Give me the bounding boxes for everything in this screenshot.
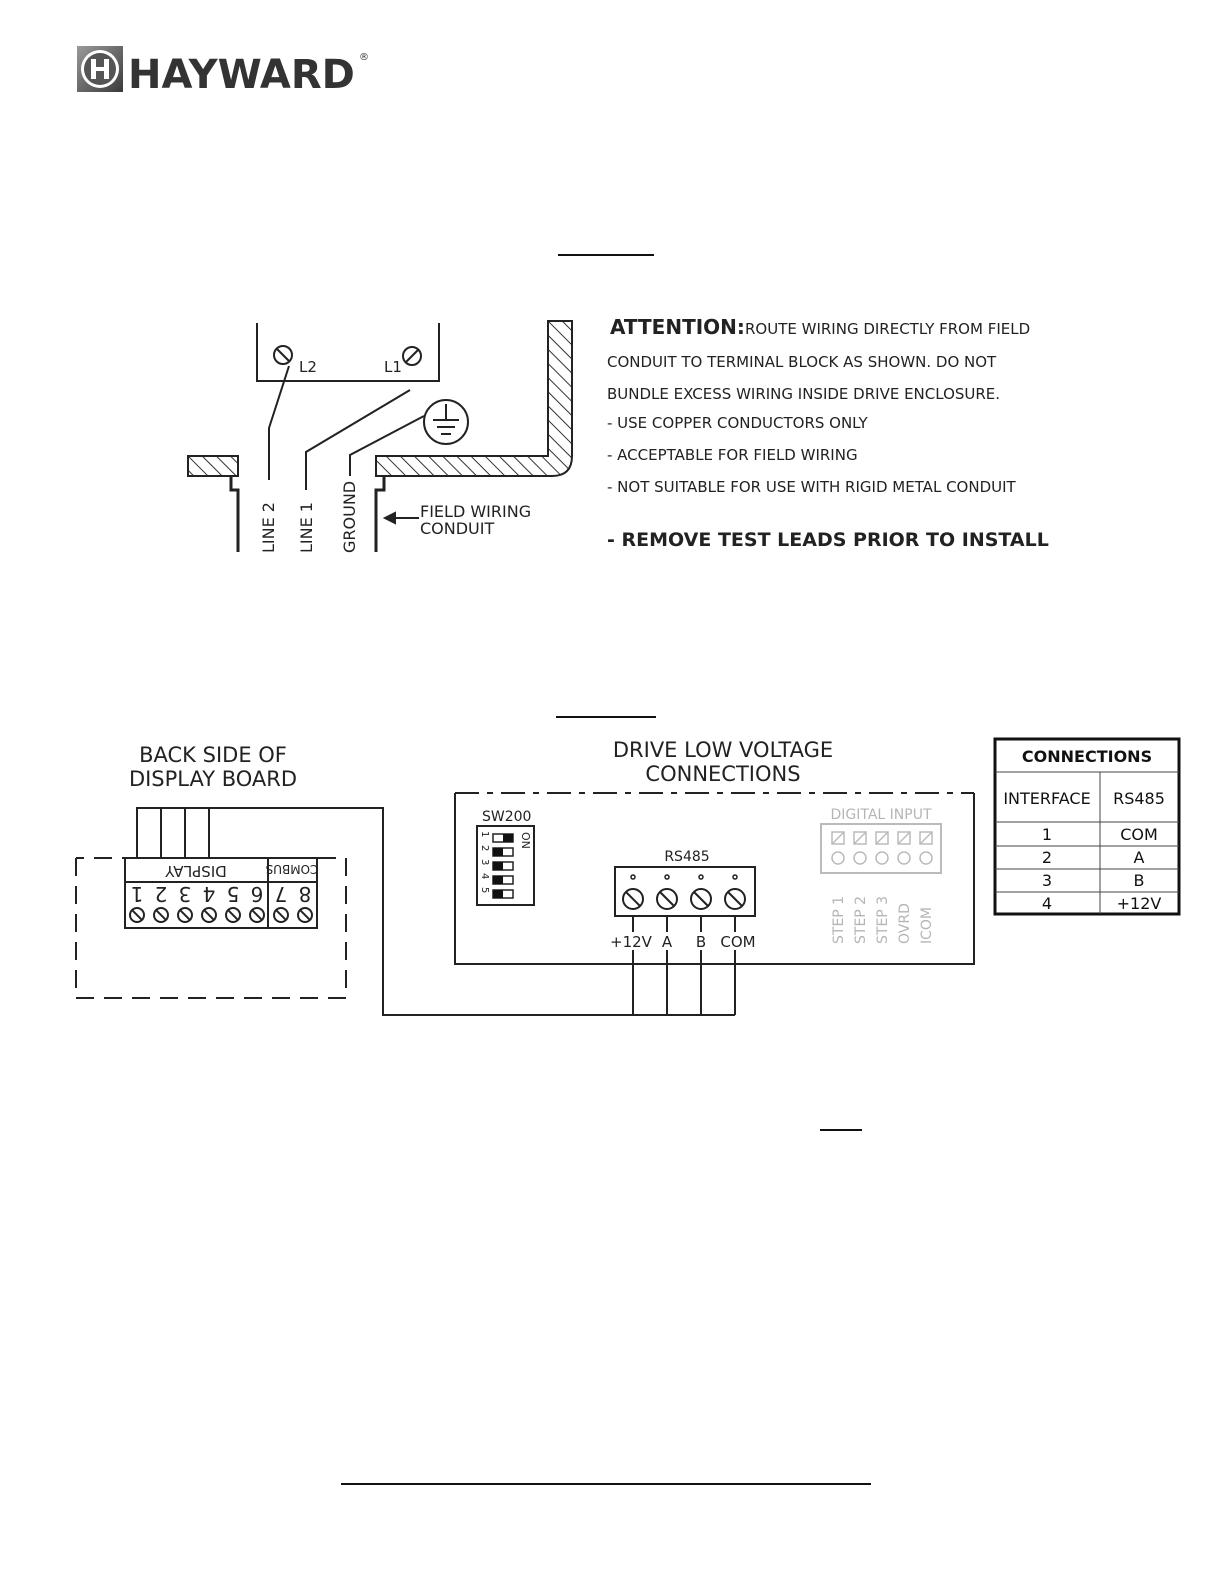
- enclosure-wall-left: [188, 456, 238, 476]
- table-cell-interface: 3: [1041, 871, 1053, 890]
- table-cell-interface: 1: [1041, 825, 1053, 844]
- drive-title-line2: CONNECTIONS: [645, 762, 801, 786]
- rs485-terminal-screw-icon: [623, 889, 643, 909]
- logo-registered-mark: ®: [359, 52, 369, 63]
- l2-label: L2: [299, 358, 317, 376]
- display-pin-number: 2: [154, 882, 168, 906]
- conduit-label-line1: FIELD WIRING: [420, 502, 532, 521]
- rs485-terminal-label: +12V: [610, 933, 652, 951]
- connections-table: [995, 739, 1179, 914]
- sw200-switch-number: 1: [479, 831, 490, 838]
- rs485-terminal-screw-icon: [657, 889, 677, 909]
- sw200-switch-toggle: [503, 834, 513, 842]
- table-cell-rs485: B: [1133, 871, 1145, 890]
- sw200-switch-number: 2: [479, 845, 490, 852]
- digital-input-terminal-icon: [920, 832, 932, 864]
- sw200-switch-toggle: [493, 862, 503, 870]
- rs485-terminal-label: A: [661, 933, 673, 951]
- hayward-logo: [77, 46, 369, 98]
- sw200-switch-toggle: [493, 848, 503, 856]
- enclosure-wall-right: [376, 321, 572, 476]
- attention-warning-test-leads: - REMOVE TEST LEADS PRIOR TO INSTALL: [607, 529, 1049, 551]
- digital-input-terminal-icon: [854, 832, 866, 864]
- terminal-block: [257, 323, 439, 381]
- digital-input-label-3: STEP 3: [875, 895, 891, 944]
- rs485-terminal-dot: [665, 875, 669, 879]
- display-pin-number: 7: [274, 882, 288, 906]
- ground-label: GROUND: [340, 480, 359, 553]
- digital-input-label-2: STEP 2: [853, 895, 869, 944]
- drive-title-line1: DRIVE LOW VOLTAGE: [612, 738, 834, 762]
- line2-label: LINE 2: [259, 502, 278, 553]
- rs485-terminal-label: B: [695, 933, 707, 951]
- display-board-title-line2: DISPLAY BOARD: [128, 767, 298, 791]
- sw200-switch-number: 3: [479, 859, 490, 866]
- digital-input-label-4: OVRD: [897, 903, 913, 944]
- conduit-left-edge: [231, 476, 238, 552]
- digital-input-terminal-icon: [876, 832, 888, 864]
- display-pin-number: 4: [202, 882, 216, 906]
- rs485-terminal-screw-icon: [691, 889, 711, 909]
- attention-bullet-rigid-conduit: - NOT SUITABLE FOR USE WITH RIGID METAL CONDUIT: [607, 478, 1016, 496]
- table-cell-rs485: A: [1133, 848, 1145, 867]
- digital-input-labels: [831, 896, 935, 944]
- table-cell-rs485: COM: [1120, 825, 1158, 844]
- digital-input-terminal-icon: [832, 832, 844, 864]
- digital-input-terminal-icon: [898, 832, 910, 864]
- conduit-label-line2: CONDUIT: [420, 519, 495, 538]
- table-header-rs485: RS485: [1113, 789, 1165, 808]
- table-cell-interface: 4: [1041, 894, 1053, 913]
- line2-wire: [269, 366, 289, 480]
- l2-terminal-screw-icon: [274, 346, 292, 364]
- attention-bullet-field-wiring: - ACCEPTABLE FOR FIELD WIRING: [607, 446, 858, 464]
- attention-heading: ATTENTION:: [610, 315, 745, 339]
- digital-input-label: DIGITAL INPUT: [830, 807, 932, 823]
- sw200-switch-toggle: [493, 876, 503, 884]
- combus-label: COMBUS: [265, 862, 319, 876]
- connections-table-title: CONNECTIONS: [1021, 747, 1153, 766]
- rs485-screw-row: [623, 875, 745, 909]
- rs485-terminal-dot: [631, 875, 635, 879]
- conduit-right-edge: [376, 476, 384, 552]
- table-cell-interface: 2: [1041, 848, 1053, 867]
- line1-label: LINE 1: [297, 502, 316, 553]
- sw200-switch-number: 4: [479, 873, 490, 880]
- sw200-switch-toggle: [493, 890, 503, 898]
- rs485-terminal-dot: [733, 875, 737, 879]
- sw200-switch-row: [479, 831, 513, 898]
- attention-bullet-copper: - USE COPPER CONDUCTORS ONLY: [607, 414, 868, 432]
- display-pin-number: 3: [178, 882, 192, 906]
- sw200-label: SW200: [482, 809, 532, 825]
- attention-notice: [607, 315, 1049, 551]
- attention-line-2: CONDUIT TO TERMINAL BLOCK AS SHOWN. DO NOT: [607, 353, 997, 371]
- display-label: DISPLAY: [165, 862, 227, 880]
- digital-input-label-5: ICOM: [919, 906, 935, 944]
- display-board: [76, 808, 735, 1015]
- attention-line-1: ROUTE WIRING DIRECTLY FROM FIELD: [745, 320, 1031, 338]
- l1-terminal-screw-icon: [403, 347, 421, 365]
- display-pin-number: 5: [226, 882, 240, 906]
- display-pin-number: 8: [298, 882, 312, 906]
- rs485-terminal-screw-icon: [725, 889, 745, 909]
- display-pin-number: 6: [250, 882, 264, 906]
- l1-label: L1: [384, 358, 402, 376]
- sw200-switch-number: 5: [479, 887, 490, 894]
- display-pin-number: 1: [130, 882, 144, 906]
- digital-input-label-1: STEP 1: [831, 895, 847, 944]
- rs485-terminal-label: COM: [720, 933, 756, 951]
- logo-text: HAYWARD: [128, 52, 355, 98]
- display-board-title-line1: BACK SIDE OF: [139, 743, 287, 767]
- digital-input-block: [821, 807, 941, 944]
- rs485-terminal-dot: [699, 875, 703, 879]
- ground-symbol-icon: [424, 400, 468, 444]
- sw200-on-label: ON: [519, 832, 532, 849]
- attention-line-3: BUNDLE EXCESS WIRING INSIDE DRIVE ENCLOSURE.: [607, 385, 1001, 403]
- rs485-block-label: RS485: [664, 849, 710, 865]
- table-header-interface: INTERFACE: [1003, 789, 1091, 808]
- table-cell-rs485: +12V: [1116, 894, 1162, 913]
